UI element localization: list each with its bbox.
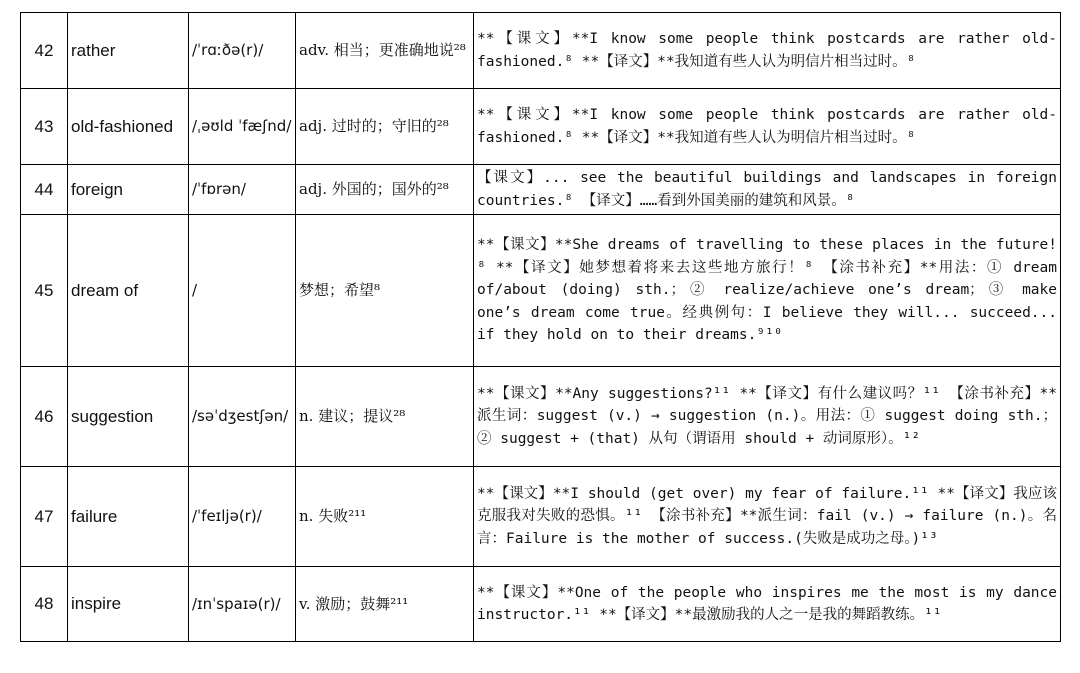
entry-meaning: adj. 过时的；守旧的²⁸ [296, 89, 474, 165]
entry-example: **【课文】**Any suggestions?¹¹ **【译文】有什么建议吗？¹¹ 【涂书补充】**派生词：suggest (v.) → suggestion (n.)。用法：① suggest doing sth.；② suggest + (that) 从句（谓语用 should + 动词原形）。¹² [474, 367, 1061, 467]
entry-phonetic: /ˈrɑːðə(r)/ [189, 13, 296, 89]
entry-number: 44 [21, 165, 68, 215]
entry-word: rather [68, 13, 189, 89]
entry-number: 47 [21, 467, 68, 567]
entry-example: 【课文】... see the beautiful buildings and landscapes in foreign countries.⁸ 【译文】……看到外国美丽的建筑和风景。⁸ [474, 165, 1061, 215]
entry-example: **【课文】**One of the people who inspires me the most is my dance instructor.¹¹ **【译文】**最激励我的人之一是我的舞蹈教练。¹¹ [474, 567, 1061, 642]
entry-number: 46 [21, 367, 68, 467]
table-row [21, 13, 1061, 89]
entry-word: old-fashioned [68, 89, 189, 165]
entry-meaning: n. 失败²¹¹ [296, 467, 474, 567]
entry-phonetic: /ɪnˈspaɪə(r)/ [189, 567, 296, 642]
entry-number: 43 [21, 89, 68, 165]
entry-meaning: adj. 外国的；国外的²⁸ [296, 165, 474, 215]
entry-meaning: n. 建议；提议²⁸ [296, 367, 474, 467]
entry-meaning: adv. 相当；更准确地说²⁸ [296, 13, 474, 89]
entry-phonetic: /ˈfeɪljə(r)/ [189, 467, 296, 567]
entry-phonetic: / [189, 215, 296, 367]
entry-word: failure [68, 467, 189, 567]
entry-phonetic: /ˌəʊld ˈfæʃnd/ [189, 89, 296, 165]
table-row [21, 367, 1061, 467]
table-row [21, 89, 1061, 165]
entry-word: dream of [68, 215, 189, 367]
table-row [21, 467, 1061, 567]
entry-phonetic: /ˈfɒrən/ [189, 165, 296, 215]
table-row [21, 165, 1061, 215]
vocabulary-table [20, 12, 1061, 642]
entry-word: foreign [68, 165, 189, 215]
entry-word: suggestion [68, 367, 189, 467]
entry-example: **【课文】**I know some people think postcards are rather old-fashioned.⁸ **【译文】**我知道有些人认为明信片相当过时。⁸ [474, 13, 1061, 89]
entry-word: inspire [68, 567, 189, 642]
entry-example: **【课文】**I know some people think postcards are rather old-fashioned.⁸ **【译文】**我知道有些人认为明信片相当过时。⁸ [474, 89, 1061, 165]
table-row [21, 215, 1061, 367]
entry-number: 45 [21, 215, 68, 367]
entry-number: 48 [21, 567, 68, 642]
entry-meaning: v. 激励；鼓舞²¹¹ [296, 567, 474, 642]
entry-meaning: 梦想；希望⁸ [296, 215, 474, 367]
table-row [21, 567, 1061, 642]
entry-example: **【课文】**I should (get over) my fear of failure.¹¹ **【译文】我应该克服我对失败的恐惧。¹¹ 【涂书补充】**派生词：fail (v.) → failure (n.)。名言：Failure is the mother of success.(失败是成功之母。)¹³ [474, 467, 1061, 567]
entry-number: 42 [21, 13, 68, 89]
entry-example: **【课文】**She dreams of travelling to these places in the future!⁸ **【译文】她梦想着将来去这些地方旅行！⁸ 【涂书补充】**用法：① dream of/about (doing) sth.；② realize/achieve one’s dream；③ make one’s dream come true。经典例句：I believe they will... succeed... if they hold on to their dreams.⁹¹⁰ [474, 215, 1061, 367]
entry-phonetic: /səˈdʒestʃən/ [189, 367, 296, 467]
